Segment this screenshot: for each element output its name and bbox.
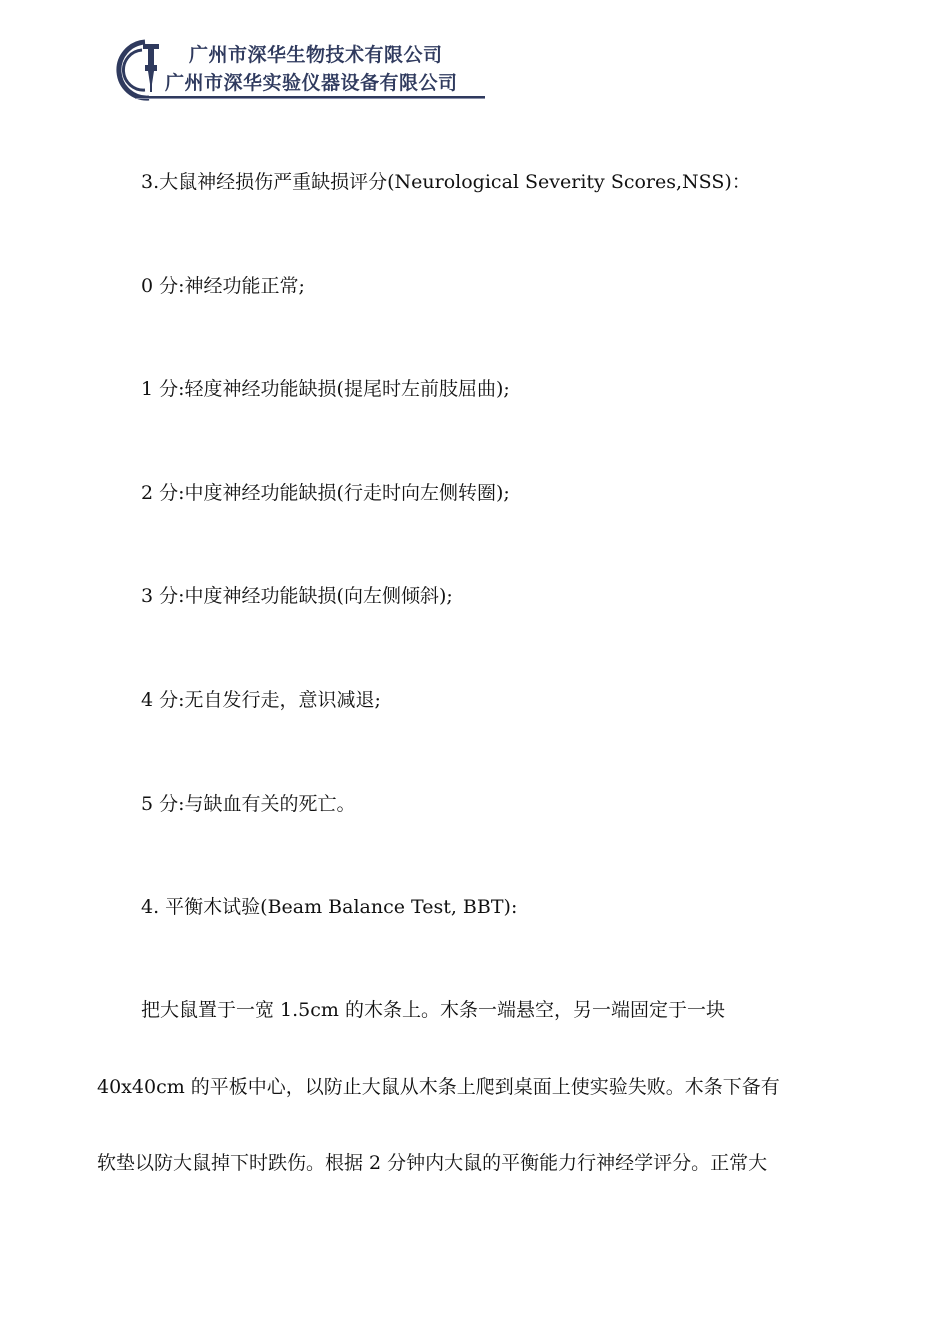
header-divider xyxy=(135,96,485,99)
section-heading-nss: 3.大鼠神经损伤严重缺损评分(Neurological Severity Scores,NSS)： xyxy=(141,171,751,193)
score-item-5: 5 分:与缺血有关的死亡。 xyxy=(141,793,356,815)
paragraph-line-1: 把大鼠置于一宽 1.5cm 的木条上。木条一端悬空，另一端固定于一块 xyxy=(141,999,725,1021)
score-item-4: 4 分:无自发行走，意识减退; xyxy=(141,689,381,711)
paragraph-line-3: 软垫以防大鼠掉下时跌伤。根据 2 分钟内大鼠的平衡能力行神经学评分。正常大 xyxy=(97,1152,768,1174)
score-item-0: 0 分:神经功能正常; xyxy=(141,275,305,297)
company-name-1: 广州市深华生物技术有限公司 xyxy=(189,44,443,66)
score-item-3: 3 分:中度神经功能缺损(向左侧倾斜); xyxy=(141,585,453,607)
document-header xyxy=(105,36,485,104)
score-item-2: 2 分:中度神经功能缺损(行走时向左侧转圈); xyxy=(141,482,510,504)
paragraph-line-2: 40x40cm 的平板中心，以防止大鼠从木条上爬到桌面上使实验失败。木条下备有 xyxy=(97,1076,780,1098)
section-heading-bbt: 4. 平衡木试验(Beam Balance Test, BBT): xyxy=(141,896,518,918)
score-item-1: 1 分:轻度神经功能缺损(提尾时左前肢屈曲); xyxy=(141,378,510,400)
company-name-2: 广州市深华实验仪器设备有限公司 xyxy=(165,72,458,94)
